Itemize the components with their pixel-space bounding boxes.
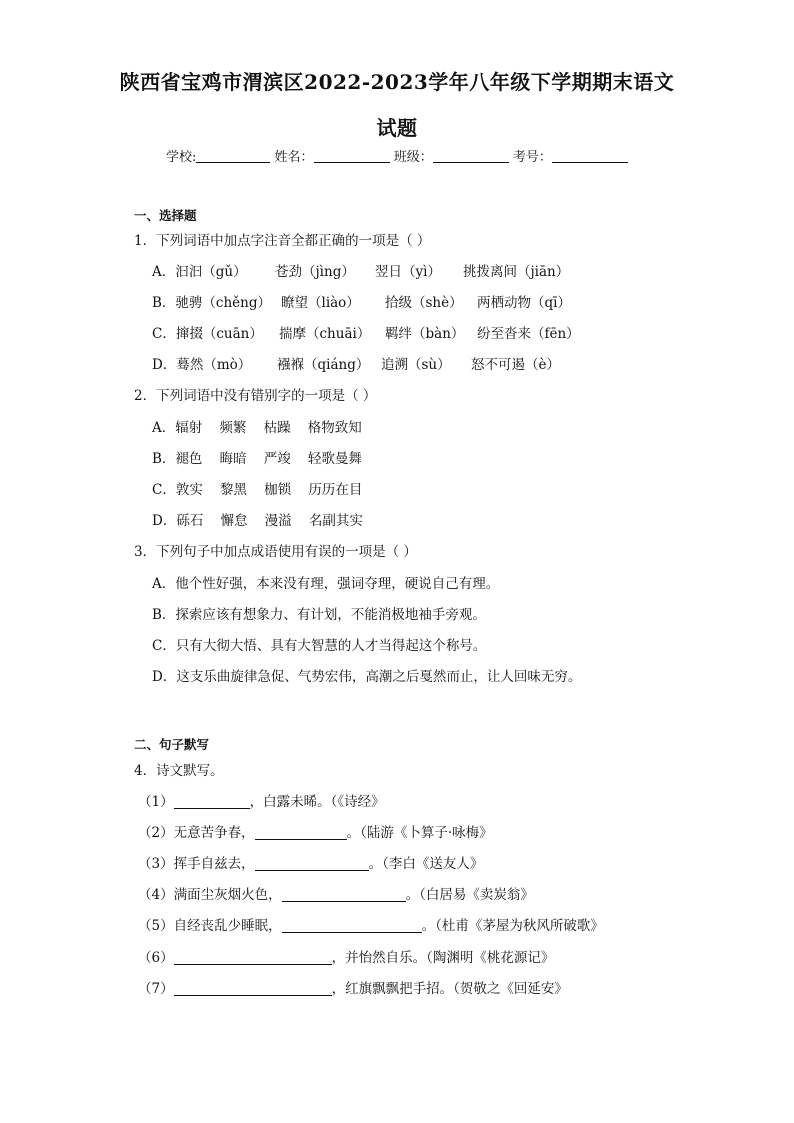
q1-stem: 1．下列词语中加点字注音全都正确的一项是（ ） xyxy=(134,233,431,249)
q1-b-word1: B．驰骋（chěng） xyxy=(152,295,272,311)
class-blank[interactable] xyxy=(433,149,509,163)
q4-7-blank[interactable] xyxy=(174,981,332,996)
q4-4-blank[interactable] xyxy=(282,887,406,902)
q4-item-5 xyxy=(138,916,604,936)
q1-a-word1: A．汩汩（gǔ） xyxy=(152,264,247,280)
q4-1-text: ，白露未晞。（《诗经》 xyxy=(249,794,385,810)
name-label: 姓名： xyxy=(274,150,314,165)
q1-a-word2: 苍劲（jìng） xyxy=(275,264,355,280)
q4-4-text: 。（白居易《卖炭翁》 xyxy=(405,887,534,903)
q4-3-prefix: （3）挥手自兹去， xyxy=(138,856,255,872)
q4-3-blank[interactable] xyxy=(255,856,369,871)
q4-1-blank[interactable] xyxy=(174,794,250,809)
q4-item-4 xyxy=(138,885,534,905)
q4-2-text: 。（陆游《卜算子·咏梅》 xyxy=(346,825,493,841)
q3-stem: 3．下列句子中加点成语使用有误的一项是（ ） xyxy=(134,544,417,560)
q1-b-word4: 两栖动物（qī） xyxy=(477,295,571,311)
q1-d-word1: D．蓦然（mò） xyxy=(152,357,252,373)
q4-item-6 xyxy=(138,948,554,968)
q1-d-word3: 追溯（sù） xyxy=(381,357,451,373)
q4-7-prefix: （7） xyxy=(138,981,174,997)
q3-option-d[interactable]: D．这支乐曲旋律急促、气势宏伟，高潮之后戛然而止，让人回味无穷。 xyxy=(152,669,582,685)
q4-5-text: 。（杜甫《茅屋为秋风所破歌》 xyxy=(421,918,604,934)
q1-option-d[interactable] xyxy=(152,355,560,375)
q1-b-word3: 拾级（shè） xyxy=(385,295,463,311)
q4-6-text: ，并怡然自乐。（陶渊明《桃花源记》 xyxy=(331,950,555,966)
q4-4-prefix: （4）满面尘灰烟火色， xyxy=(138,887,282,903)
exam-no-blank[interactable] xyxy=(552,149,628,163)
q4-6-blank[interactable] xyxy=(174,950,332,965)
q4-2-blank[interactable] xyxy=(255,825,347,840)
q4-7-text: ，红旗飘飘把手招。（贺敬之《回延安》 xyxy=(331,981,568,997)
q2-option-d[interactable]: D．砾石 懈怠 漫溢 名副其实 xyxy=(152,513,363,529)
school-label: 学校: xyxy=(166,150,197,165)
q3-option-a[interactable]: A．他个性好强，本来没有理，强词夺理，硬说自己有理。 xyxy=(152,576,500,592)
q4-1-prefix: （1） xyxy=(138,794,174,810)
q1-c-word1: C．撺掇（cuān） xyxy=(152,326,263,342)
exam-title-line1: 陕西省宝鸡市渭滨区2022-2023学年八年级下学期期末语文 xyxy=(119,70,675,94)
q1-c-word3: 羁绊（bàn） xyxy=(385,326,465,342)
exam-title-line2: 试题 xyxy=(376,116,418,140)
q2-option-b[interactable]: B．褪色 晦暗 严竣 轻歌曼舞 xyxy=(152,451,362,467)
q4-stem: 4．诗文默写。 xyxy=(134,763,224,779)
section2-heading: 二、句子默写 xyxy=(134,737,210,752)
q4-5-blank[interactable] xyxy=(282,918,422,933)
exam-no-label: 考号： xyxy=(512,150,552,165)
q1-option-c[interactable] xyxy=(152,324,580,344)
q1-c-word4: 纷至沓来（fēn） xyxy=(477,326,580,342)
q4-item-3 xyxy=(138,854,483,874)
q4-2-prefix: （2）无意苦争春， xyxy=(138,825,255,841)
q1-option-b[interactable] xyxy=(152,293,571,313)
q2-option-c[interactable]: C．敦实 黎黑 枷锁 历历在目 xyxy=(152,482,363,498)
q4-6-prefix: （6） xyxy=(138,950,174,966)
q4-item-1 xyxy=(138,792,385,812)
q1-a-word3: 翌日（yì） xyxy=(375,264,441,280)
q1-a-word4: 挑拨离间（jiān） xyxy=(463,264,570,280)
q4-item-2 xyxy=(138,823,493,843)
q1-c-word2: 揣摩（chuāi） xyxy=(279,326,371,342)
q1-b-word2: 瞭望（liào） xyxy=(281,295,360,311)
q1-d-word4: 怒不可遏（è） xyxy=(471,357,560,373)
q3-option-c[interactable]: C．只有大彻大悟、具有大智慧的人才当得起这个称号。 xyxy=(152,638,487,654)
student-info-row xyxy=(166,146,628,165)
class-label: 班级： xyxy=(393,150,433,165)
q2-option-a[interactable]: A．辐射 频繁 枯躁 格物致知 xyxy=(152,420,362,436)
q3-option-b[interactable]: B．探索应该有想象力、有计划，不能消极地袖手旁观。 xyxy=(152,607,486,623)
q2-stem: 2．下列词语中没有错别字的一项是（ ） xyxy=(134,388,377,404)
q4-5-prefix: （5）自经丧乱少睡眠， xyxy=(138,918,282,934)
school-blank[interactable] xyxy=(196,149,270,163)
q1-option-a[interactable] xyxy=(152,262,569,282)
name-blank[interactable] xyxy=(314,149,390,163)
section1-heading: 一、选择题 xyxy=(134,208,197,223)
q4-item-7 xyxy=(138,979,568,999)
q4-3-text: 。（李白《送友人》 xyxy=(368,856,484,872)
q1-d-word2: 襁褓（qiáng） xyxy=(277,357,370,373)
